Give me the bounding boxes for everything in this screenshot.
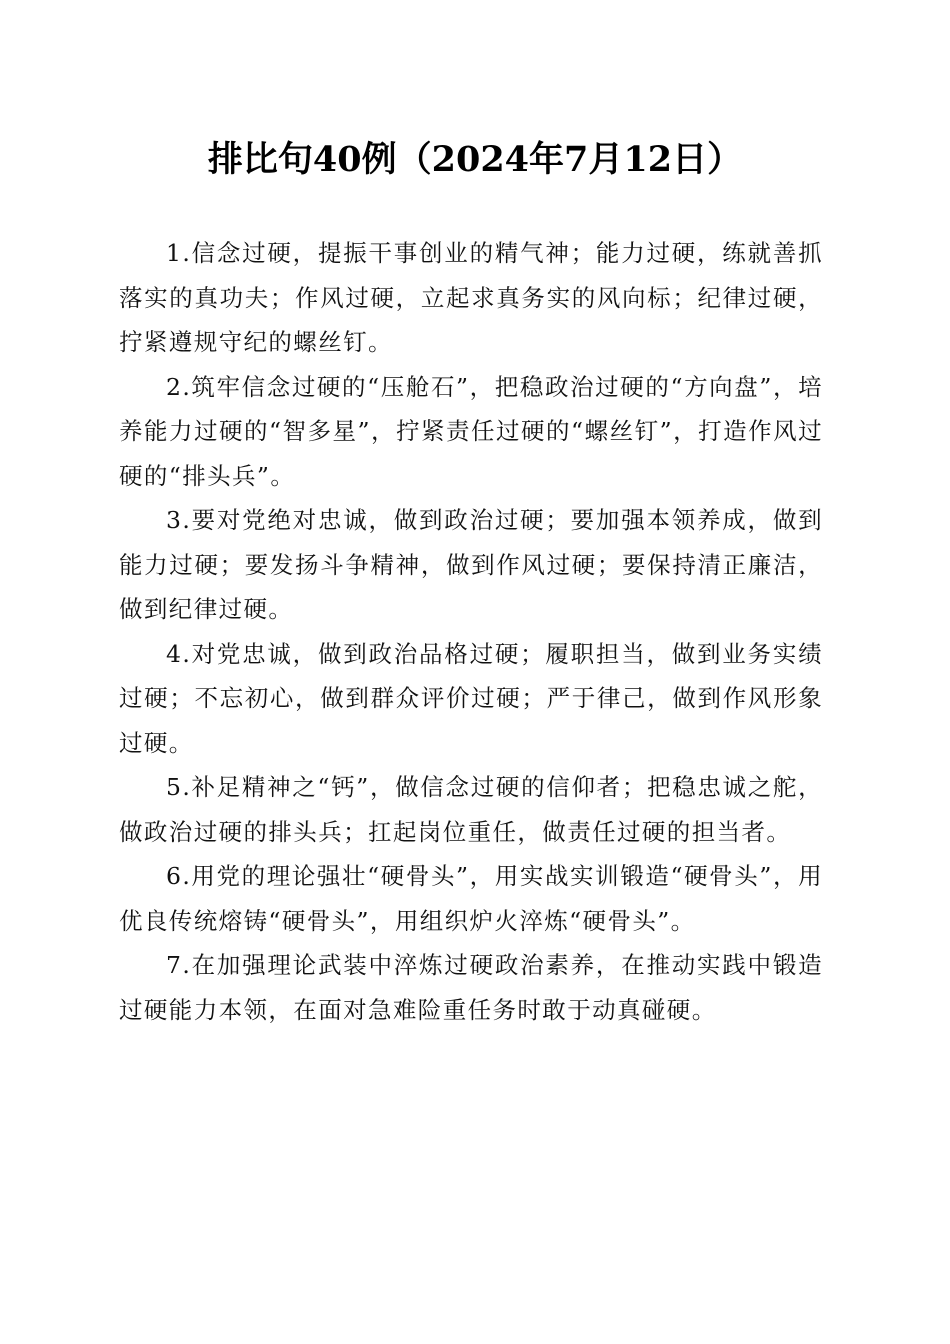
paragraph-5: 5.补足精神之“钙”，做信念过硬的信仰者；把稳忠诚之舵，做政治过硬的排头兵；扛起岗位重任，做责任过硬的担当者。: [119, 773, 823, 846]
paragraph-6: 6.用党的理论强壮“硬骨头”，用实战实训锻造“硬骨头”，用优良传统熔铸“硬骨头”，用组织炉火淬炼“硬骨头”。: [119, 862, 823, 935]
paragraph-7: 7.在加强理论武装中淬炼过硬政治素养，在推动实践中锻造过硬能力本领，在面对急难险重任务时敢于动真碰硬。: [119, 951, 823, 1024]
paragraph-1: 1.信念过硬，提振干事创业的精气神；能力过硬，练就善抓落实的真功夫；作风过硬，立起求真务实的风向标；纪律过硬，拧紧遵规守纪的螺丝钉。: [119, 239, 823, 356]
document-body: [119, 231, 823, 1032]
paragraph-2: 2.筑牢信念过硬的“压舱石”，把稳政治过硬的“方向盘”，培养能力过硬的“智多星”，拧紧责任过硬的“螺丝钉”，打造作风过硬的“排头兵”。: [119, 372, 823, 490]
document-title: 排比句40例（2024年7月12日）: [207, 139, 743, 180]
paragraph-4: 4.对党忠诚，做到政治品格过硬；履职担当，做到业务实绩过硬；不忘初心，做到群众评价过硬；严于律己，做到作风形象过硬。: [119, 639, 823, 757]
paragraph-3: 3.要对党绝对忠诚，做到政治过硬；要加强本领养成，做到能力过硬；要发扬斗争精神，做到作风过硬；要保持清正廉洁，做到纪律过硬。: [119, 506, 823, 623]
